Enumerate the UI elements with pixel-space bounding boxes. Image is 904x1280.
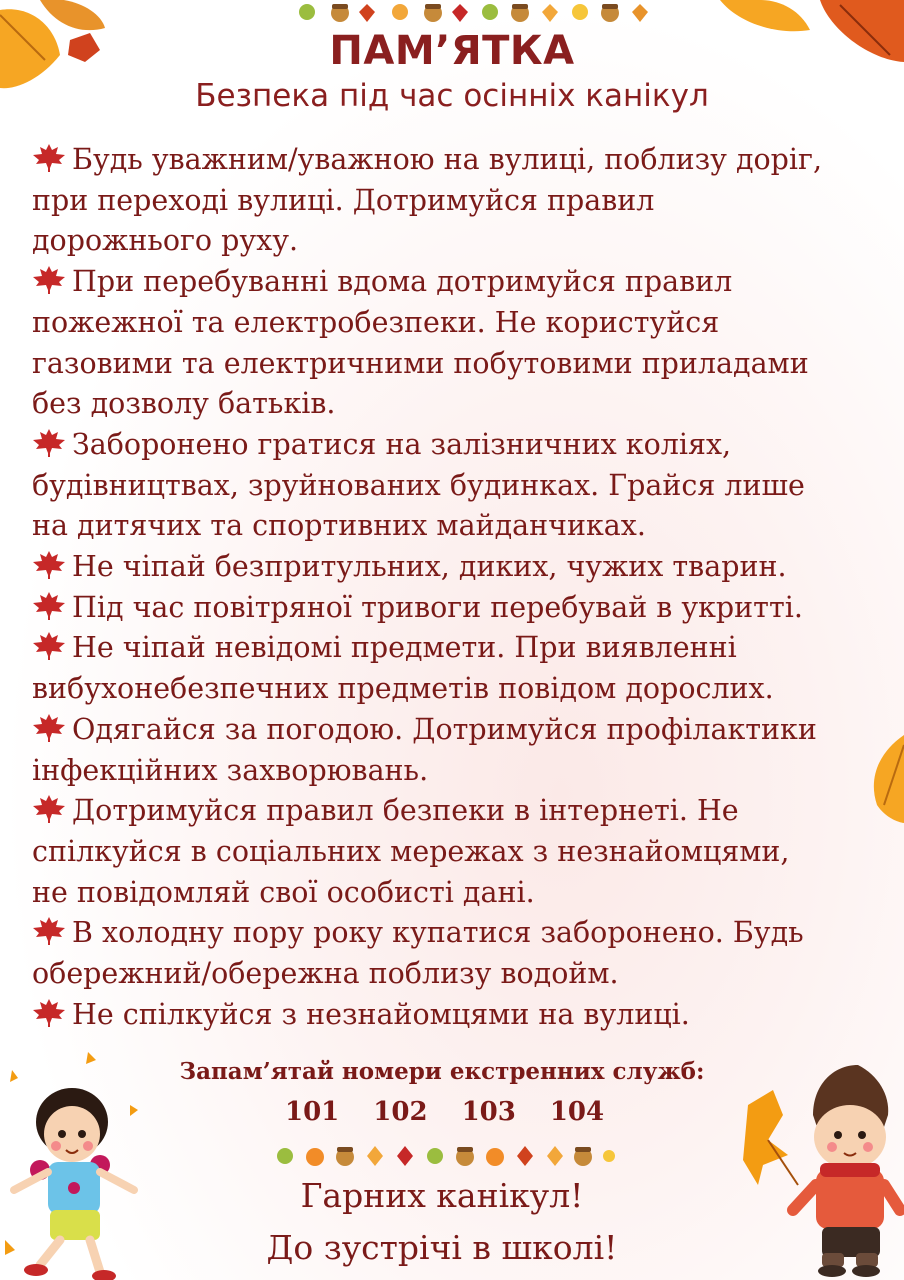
rule-item: Під час повітряної тривоги перебувай в укритті.: [32, 588, 882, 629]
emergency-number: 103: [461, 1097, 516, 1127]
rule-item: Заборонено гратися на залізничних коліях, будівництвах, зруйнованих будинках. Грайся лише на дитячих та спортивних майданчиках.: [32, 427, 805, 543]
farewell-line-2: До зустрічі в школі!: [266, 1228, 618, 1267]
autumn-leaf-right: [862, 735, 904, 825]
page-subtitle: Безпека під час осінніх канікул: [195, 78, 709, 114]
safety-rules-list: [32, 140, 882, 1035]
rule-item: В холодну пору року купатися заборонено. Будь обережний/обережна поблизу водойм.: [32, 916, 804, 991]
maple-leaf-icon: [32, 592, 66, 620]
rule-item: Не спілкуйся з незнайомцями на вулиці.: [32, 995, 882, 1036]
garland-top: [295, 0, 660, 28]
emergency-title: Запам’ятай номери екстренних служб:: [179, 1058, 705, 1085]
rule-item: При перебуванні вдома дотримуйся правил пожежної та електробезпеки. Не користуйся газовими та електричними побутовими приладами без дозволу батьків.: [32, 265, 809, 421]
maple-leaf-icon: [32, 795, 66, 823]
rule-item: Дотримуйся правил безпеки в інтернеті. Не спілкуйся в соціальних мережах з незнайомцями, не повідомляй свої особисті дані.: [32, 794, 790, 909]
maple-leaf-icon: [32, 551, 66, 579]
farewell-line-1: Гарних канікул!: [300, 1176, 584, 1215]
maple-leaf-icon: [32, 999, 66, 1027]
rule-item: Не чіпай невідомі предмети. При виявленні вибухонебезпечних предметів повідом дорослих.: [32, 631, 774, 706]
maple-leaf-icon: [32, 632, 66, 660]
emergency-number: 101: [285, 1097, 340, 1127]
maple-leaf-icon: [32, 266, 66, 294]
maple-leaf-icon: [32, 144, 66, 172]
maple-leaf-icon: [32, 714, 66, 742]
emergency-number: 104: [549, 1097, 605, 1127]
emergency-numbers: [285, 1097, 604, 1127]
page-title: ПАМ’ЯТКА: [329, 28, 575, 74]
rule-item: Не чіпай безпритульних, диких, чужих тварин.: [32, 547, 882, 588]
maple-leaf-icon: [32, 429, 66, 457]
garland-separator: [275, 1140, 615, 1172]
rule-item: Одягайся за погодою. Дотримуйся профілактики інфекційних захворювань.: [32, 712, 817, 787]
rule-item: Будь уважним/уважною на вулиці, поблизу доріг, при переході вулиці. Дотримуйся правил дорожнього руху.: [32, 143, 823, 258]
maple-leaf-icon: [32, 917, 66, 945]
emergency-number: 102: [373, 1097, 428, 1127]
